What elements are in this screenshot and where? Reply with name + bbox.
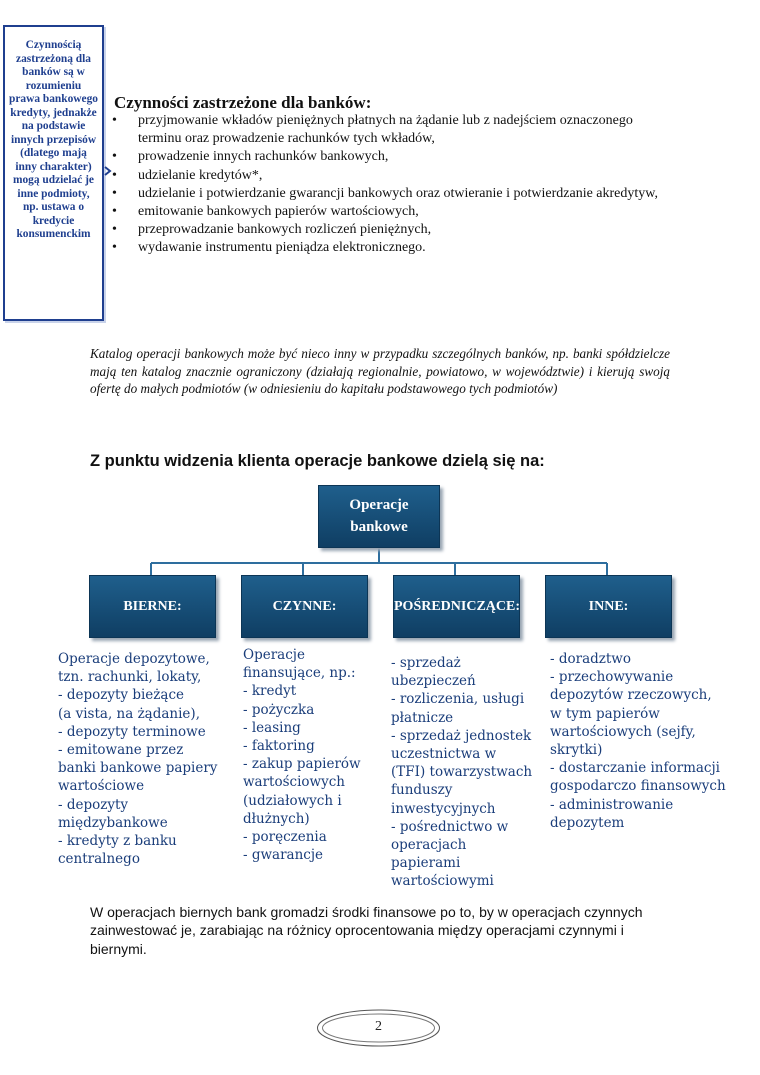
category-text-inne: - doradztwo - przechowywanie depozytów rzeczowych, w tym papierów wartościowych (sejfy, skrytki) - dostarczanie informacji gospodarczo finansowych - administrowanie depozytem <box>550 651 726 831</box>
list-item: • przyjmowanie wkładów pieniężnych płatnych na żądanie lub z nadejściem oznaczonego terminu oraz prowadzenie rachunków tych wkładów, <box>112 113 633 147</box>
summary-paragraph: W operacjach biernych bank gromadzi środki finansowe po to, by w operacjach czynnych zainwestować je, zarabiając na różnicy oprocentowania między operacjami czynnymi i biernymi. <box>90 904 643 957</box>
bullet-icon: • <box>112 240 117 256</box>
bullet-icon: • <box>112 167 117 183</box>
client-perspective-heading: Z punktu widzenia klienta operacje bankowe dzielą się na: <box>90 452 545 470</box>
bullet-icon: • <box>112 149 117 165</box>
bank-catalog-note: Katalog operacji bankowych może być nieco inny w przypadku szczególnych banków, np. banki spółdzielcze mają ten katalog znacznie ograniczony (działają regionalnie, powiatowo, w województwie) i kierują swoją ofertę do małych podmiotów (w odniesieniu do kapitału podstawowego tych podmiotów) <box>90 346 670 397</box>
side-note-text: Czynnością zastrzeżoną dla banków są w rozumieniu prawa bankowego kredyty, jednakże na podstawie innych przepisów (dlatego mają inny charakter) mogą udzielać je inne podmioty, np. ustawa o kredycie konsumenckim <box>9 39 98 240</box>
bullet-icon: • <box>112 204 117 220</box>
bullet-icon: • <box>112 113 117 128</box>
category-text-posredniczace: - sprzedaż ubezpieczeń - rozliczenia, usługi płatnicze - sprzedaż jednostek uczestnictwa w (TFI) towarzystwach funduszy inwestycyjnych - pośrednictwo w operacjach papierami wartościowymi <box>391 655 533 890</box>
reserved-activities-heading: Czynności zastrzeżone dla banków: <box>114 93 372 112</box>
category-text-bierne: Operacje depozytowe, tzn. rachunki, lokaty, - depozyty bieżące (a vista, na żądanie), - depozyty terminowe - emitowane przez banki bankowe papiery wartościowe - depozyty międzybankowe - kredyty z banku centralnego <box>58 651 218 868</box>
category-box-posredniczace: POŚREDNICZĄCE: <box>393 575 520 638</box>
category-box-bierne: BIERNE: <box>89 575 216 638</box>
diagram-root-line1: Operacje <box>349 497 409 513</box>
category-box-inne: INNE: <box>545 575 672 638</box>
bullet-icon: • <box>112 185 117 201</box>
page-number: 2 <box>375 1019 382 1034</box>
category-text-czynne: Operacje finansujące, np.: - kredyt - pożyczka - leasing - faktoring - zakup papierów wartościowych (udziałowych i dłużnych) - poręczenia - gwarancje <box>243 647 361 864</box>
list-item: • przeprowadzanie bankowych rozliczeń pieniężnych, <box>112 221 672 239</box>
list-item: • emitowanie bankowych papierów wartościowych, <box>112 203 672 221</box>
list-item: • wydawanie instrumentu pieniądza elektronicznego. <box>112 239 672 257</box>
diagram-root-line2: bankowe <box>350 519 408 535</box>
list-item: • prowadzenie innych rachunków bankowych, <box>112 148 672 166</box>
diagram-root-box <box>318 485 440 548</box>
bullet-icon: • <box>112 222 117 238</box>
category-box-czynne: CZYNNE: <box>241 575 368 638</box>
list-item: • udzielanie i potwierdzanie gwarancji bankowych oraz otwieranie i potwierdzanie akredytyw, <box>112 185 672 203</box>
list-item: • udzielanie kredytów*, <box>112 167 672 185</box>
page-number-badge <box>316 1008 441 1048</box>
